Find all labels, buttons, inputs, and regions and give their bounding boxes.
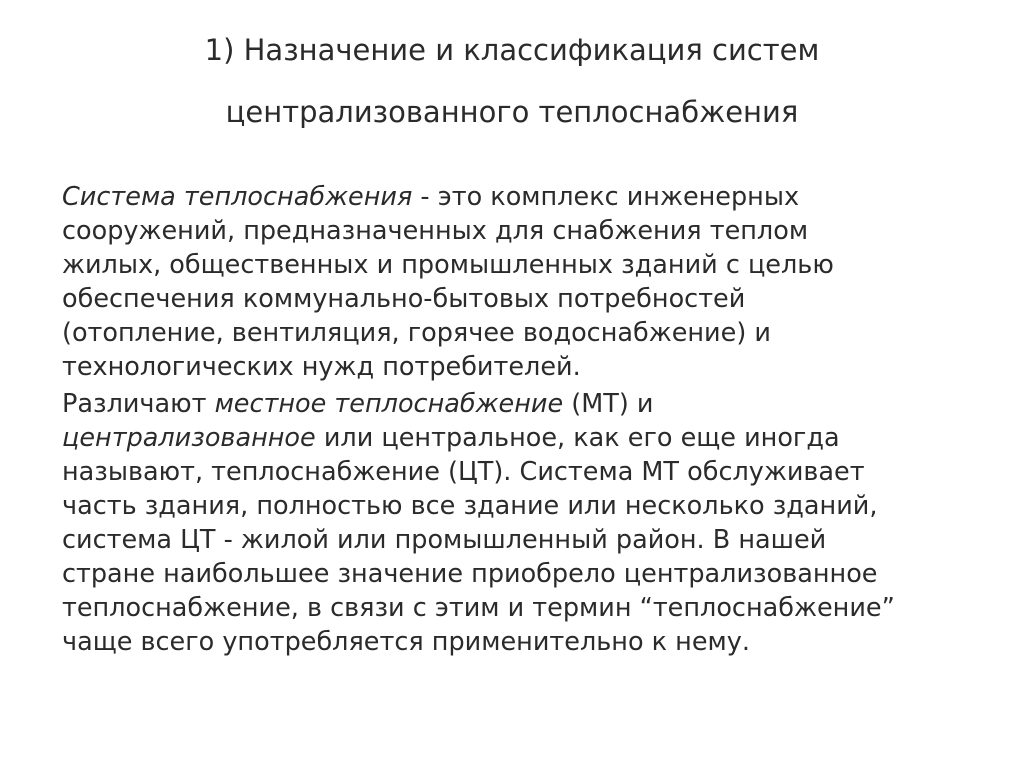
term-heating-system: Система теплоснабжения [62,182,413,212]
definition-line: (отопление, вентиляция, горячее водоснабжение) и [62,318,771,348]
classification-line: стране наибольшее значение приобрело централизованное [62,559,878,589]
definition-line: обеспечения коммунально-бытовых потребностей [62,284,746,314]
definition-line: сооружений, предназначенных для снабжения теплом [62,216,809,246]
classification-line: система ЦТ - жилой или промышленный район. В нашей [62,525,827,555]
classification-paragraph [62,387,982,659]
slide-title-line-2: централизованного теплоснабжения [225,95,799,129]
term-local-heating: местное теплоснабжение [214,389,564,419]
classification-line: теплоснабжение, в связи с этим и термин “теплоснабжение” [62,593,895,623]
definition-text: - это комплекс инженерных [412,182,800,212]
classification-line: чаще всего употребляется применительно к нему. [62,627,750,657]
definition-line: жилых, общественных и промышленных зданий с целью [62,250,834,280]
slide-title-line-1: 1) Назначение и классификация систем [204,33,820,67]
term-centralized: централизованное [62,423,316,453]
definition-paragraph [62,180,982,384]
classification-line [62,387,982,421]
classification-line: называют, теплоснабжение (ЦТ). Система МТ обслуживает [62,457,865,487]
classification-text: (МТ) и [563,389,654,419]
definition-line: технологических нужд потребителей. [62,352,581,382]
classification-line: часть здания, полностью все здание или несколько зданий, [62,491,878,521]
classification-text: Различают [62,389,215,419]
definition-line [62,180,982,214]
classification-line [62,421,982,455]
classification-text: или центральное, как его еще иногда [315,423,840,453]
